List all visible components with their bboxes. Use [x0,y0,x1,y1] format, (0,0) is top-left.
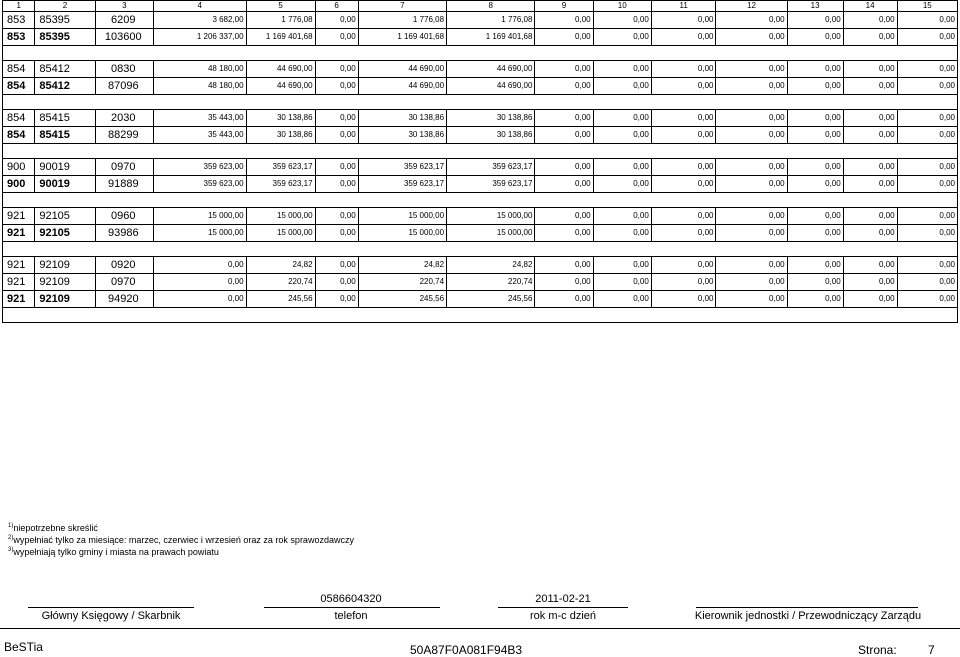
app-name: BeSTia [4,640,43,654]
footnotes [8,521,354,557]
table-cell: 0,00 [535,274,593,291]
table-cell: 359 623,17 [358,159,446,176]
table-cell: 0,00 [593,29,651,46]
table-cell: 0,00 [843,61,897,78]
table-cell: 92105 [35,208,95,225]
table-cell: 0,00 [897,127,957,144]
spacer-row [3,46,958,61]
table-cell: 220,74 [358,274,446,291]
column-number: 11 [651,1,716,12]
spacer-row [3,193,958,208]
table-cell: 24,82 [246,257,315,274]
column-number: 9 [535,1,593,12]
table-cell: 853 [3,29,35,46]
table-cell: 1 169 401,68 [246,29,315,46]
table-row [3,291,958,308]
table-cell: 854 [3,61,35,78]
table-cell: 0,00 [897,159,957,176]
table-cell: 0,00 [716,127,787,144]
table-cell: 0,00 [535,208,593,225]
table-cell: 0,00 [535,110,593,127]
column-number: 3 [95,1,153,12]
table-cell: 0,00 [716,176,787,193]
table-row [3,110,958,127]
table-cell: 44 690,00 [358,78,446,95]
table-cell: 0,00 [593,61,651,78]
table-cell: 0,00 [787,225,843,242]
table-cell: 0,00 [787,127,843,144]
table-cell: 90019 [35,176,95,193]
table-cell: 0,00 [651,110,716,127]
table-cell: 0830 [95,61,153,78]
table-cell: 30 138,86 [447,127,535,144]
table-cell: 921 [3,257,35,274]
table-cell: 0,00 [716,208,787,225]
table-cell: 0,00 [843,225,897,242]
table-cell: 85412 [35,78,95,95]
table-cell: 15 000,00 [153,225,246,242]
table-cell: 1 169 401,68 [358,29,446,46]
table-cell: 220,74 [246,274,315,291]
table-cell: 0,00 [535,159,593,176]
table-cell: 0,00 [716,159,787,176]
table-cell: 0,00 [315,159,358,176]
table-cell: 1 776,08 [358,12,446,29]
phone-value: 0586604320 [320,593,382,605]
table-cell: 87096 [95,78,153,95]
table-cell: 0,00 [897,12,957,29]
table-cell: 15 000,00 [153,208,246,225]
column-number: 8 [447,1,535,12]
table-cell: 44 690,00 [246,61,315,78]
table-cell: 0,00 [651,208,716,225]
table-cell: 0,00 [535,225,593,242]
table-cell: 30 138,86 [246,127,315,144]
table-cell: 359 623,00 [153,159,246,176]
table-cell: 0,00 [787,78,843,95]
table-cell: 0,00 [843,257,897,274]
spacer-cell [3,193,958,208]
table-cell: 24,82 [447,257,535,274]
table-cell: 90019 [35,159,95,176]
table-cell: 0,00 [787,274,843,291]
table-cell: 15 000,00 [246,225,315,242]
table-cell: 0,00 [593,208,651,225]
table-cell: 91889 [95,176,153,193]
table-cell: 0,00 [787,110,843,127]
table-cell: 0,00 [651,225,716,242]
table-cell: 0,00 [897,78,957,95]
table-cell: 0,00 [843,274,897,291]
table-cell: 0,00 [843,127,897,144]
table-cell: 15 000,00 [358,208,446,225]
table-cell: 0,00 [651,12,716,29]
spacer-row [3,308,958,323]
footnote-1: $^{1)}$niepotrzebne skreślić [8,523,98,533]
table-cell: 0,00 [535,257,593,274]
table-cell: 220,74 [447,274,535,291]
table-cell: 0,00 [716,257,787,274]
table-row [3,29,958,46]
table-cell: 0,00 [651,274,716,291]
table-cell: 48 180,00 [153,61,246,78]
table-cell: 0,00 [843,291,897,308]
table-cell: 0,00 [651,291,716,308]
table-cell: 0,00 [535,291,593,308]
table-cell: 2030 [95,110,153,127]
table-cell: 94920 [95,291,153,308]
table-cell: 15 000,00 [447,225,535,242]
table-cell: 0,00 [716,291,787,308]
table-cell: 0,00 [716,61,787,78]
column-number: 1 [3,1,35,12]
table-cell: 0,00 [535,127,593,144]
page-label: Strona: [858,643,897,657]
spacer-row [3,242,958,257]
table-cell: 0,00 [843,208,897,225]
table-cell: 44 690,00 [246,78,315,95]
table-cell: 0,00 [843,12,897,29]
table-cell: 0,00 [787,257,843,274]
table-cell: 0,00 [651,61,716,78]
phone-label: telefon [334,610,368,622]
table-cell: 0,00 [593,159,651,176]
table-cell: 921 [3,208,35,225]
table-cell: 0,00 [651,159,716,176]
table-cell: 92109 [35,291,95,308]
table-row [3,159,958,176]
table-row [3,176,958,193]
table-cell: 0,00 [153,274,246,291]
table-cell: 85415 [35,127,95,144]
table-cell: 30 138,86 [358,110,446,127]
head-label: Kierownik jednostki / Przewodniczący Zarządu [694,610,922,622]
table-cell: 0,00 [593,12,651,29]
spacer-row [3,95,958,110]
table-cell: 0,00 [787,176,843,193]
table-row [3,274,958,291]
table-cell: 0,00 [593,274,651,291]
table-cell: 0970 [95,274,153,291]
column-number-row [3,1,958,12]
report-table [2,0,958,323]
column-number: 5 [246,1,315,12]
spacer-row [3,144,958,159]
table-cell: 0,00 [593,127,651,144]
document-code: 50A87F0A081F94B3 [410,643,523,657]
table-cell: 0,00 [897,257,957,274]
phone-line [264,607,440,608]
table-cell: 0,00 [651,257,716,274]
table-cell: 93986 [95,225,153,242]
table-cell: 0,00 [651,78,716,95]
table-cell: 92109 [35,257,95,274]
table-cell: 6209 [95,12,153,29]
table-cell: 359 623,00 [153,176,246,193]
table-cell: 92109 [35,274,95,291]
table-cell: 0,00 [535,29,593,46]
table-row [3,208,958,225]
table-cell: 0,00 [897,110,957,127]
footer-divider [0,628,960,629]
table-cell: 0,00 [593,110,651,127]
table-cell: 0,00 [593,257,651,274]
table-cell: 0,00 [315,110,358,127]
column-number: 6 [315,1,358,12]
table-cell: 900 [3,159,35,176]
spacer-cell [3,95,958,110]
table-cell: 359 623,17 [358,176,446,193]
table-cell: 44 690,00 [358,61,446,78]
table-cell: 853 [3,12,35,29]
table-cell: 359 623,17 [246,176,315,193]
table-cell: 0920 [95,257,153,274]
table-cell: 0960 [95,208,153,225]
table-cell: 0,00 [315,127,358,144]
table-cell: 0,00 [315,208,358,225]
table-cell: 88299 [95,127,153,144]
table-cell: 44 690,00 [447,78,535,95]
table-cell: 3 682,00 [153,12,246,29]
table-cell: 1 776,08 [246,12,315,29]
table-row [3,257,958,274]
table-row [3,225,958,242]
table-cell: 921 [3,225,35,242]
table-cell: 0,00 [535,12,593,29]
column-number: 4 [153,1,246,12]
table-cell: 85395 [35,29,95,46]
footnote-2: $^{2)}$wypełniać tylko za miesiące: marzec, czerwiec i wrzesień oraz za rok sprawozdawczy [8,535,354,545]
table-cell: 15 000,00 [447,208,535,225]
column-number: 10 [593,1,651,12]
table-cell: 0,00 [535,61,593,78]
table-cell: 48 180,00 [153,78,246,95]
table-cell: 1 776,08 [447,12,535,29]
table-cell: 359 623,17 [246,159,315,176]
table-cell: 30 138,86 [447,110,535,127]
table-cell: 85415 [35,110,95,127]
table-cell: 0,00 [593,225,651,242]
table-cell: 0,00 [315,291,358,308]
spacer-cell [3,46,958,61]
footnote-3: $^{3)}$wypełniają tylko gminy i miasta na prawach powiatu [8,547,219,557]
table-cell: 0,00 [315,78,358,95]
date-line [498,607,628,608]
spacer-cell [3,242,958,257]
table-cell: 0,00 [843,110,897,127]
table-cell: 0,00 [897,208,957,225]
table-cell: 0,00 [843,78,897,95]
table-cell: 359 623,17 [447,159,535,176]
column-number: 2 [35,1,95,12]
table-cell: 0,00 [535,78,593,95]
table-cell: 0,00 [843,176,897,193]
table-cell: 0,00 [651,176,716,193]
table-cell: 24,82 [358,257,446,274]
table-cell: 15 000,00 [246,208,315,225]
table-cell: 0,00 [535,176,593,193]
table-cell: 0,00 [153,257,246,274]
table-cell: 0,00 [897,61,957,78]
column-number: 15 [897,1,957,12]
table-cell: 35 443,00 [153,127,246,144]
table-cell: 900 [3,176,35,193]
table-cell: 245,56 [447,291,535,308]
table-cell: 85395 [35,12,95,29]
table-cell: 0,00 [315,257,358,274]
table-cell: 85412 [35,61,95,78]
column-number: 7 [358,1,446,12]
table-cell: 0970 [95,159,153,176]
table-cell: 0,00 [315,12,358,29]
table-cell: 0,00 [897,274,957,291]
chief-accountant-line [28,607,194,608]
table-cell: 0,00 [843,29,897,46]
table-cell: 30 138,86 [358,127,446,144]
table-cell: 0,00 [593,176,651,193]
table-cell: 921 [3,291,35,308]
table-cell: 0,00 [787,291,843,308]
table-cell: 0,00 [897,291,957,308]
column-number: 13 [787,1,843,12]
table-cell: 0,00 [787,12,843,29]
table-cell: 0,00 [593,291,651,308]
table-cell: 0,00 [315,176,358,193]
table-cell: 0,00 [153,291,246,308]
table-cell: 0,00 [315,61,358,78]
chief-accountant-label: Główny Księgowy / Skarbnik [41,610,181,622]
column-number: 14 [843,1,897,12]
table-cell: 0,00 [897,176,957,193]
table-cell: 245,56 [246,291,315,308]
table-cell: 0,00 [651,29,716,46]
table-cell: 103600 [95,29,153,46]
table-cell: 0,00 [716,274,787,291]
table-cell: 0,00 [897,29,957,46]
table-cell: 245,56 [358,291,446,308]
table-cell: 44 690,00 [447,61,535,78]
table-cell: 0,00 [787,29,843,46]
table-cell: 1 206 337,00 [153,29,246,46]
table-cell: 1 169 401,68 [447,29,535,46]
spacer-cell [3,308,958,323]
table-cell: 0,00 [787,61,843,78]
table-cell: 854 [3,110,35,127]
table-cell: 30 138,86 [246,110,315,127]
table-cell: 0,00 [315,29,358,46]
spacer-cell [3,144,958,159]
table-cell: 854 [3,127,35,144]
page-number: 7 [928,643,935,657]
table-cell: 0,00 [716,110,787,127]
date-value: 2011-02-21 [535,593,591,605]
table-cell: 359 623,17 [447,176,535,193]
table-cell: 0,00 [716,12,787,29]
table-cell: 0,00 [897,225,957,242]
table-cell: 0,00 [787,208,843,225]
table-cell: 92105 [35,225,95,242]
table-cell: 0,00 [787,159,843,176]
table-cell: 854 [3,78,35,95]
table-row [3,61,958,78]
table-cell: 35 443,00 [153,110,246,127]
table-cell: 0,00 [843,159,897,176]
table-cell: 0,00 [651,127,716,144]
table-cell: 0,00 [716,225,787,242]
table-cell: 0,00 [716,29,787,46]
table-row [3,78,958,95]
table-cell: 0,00 [315,225,358,242]
table-cell: 0,00 [593,78,651,95]
column-number: 12 [716,1,787,12]
table-row [3,12,958,29]
date-label: rok m-c dzień [529,610,597,622]
table-row [3,127,958,144]
table-cell: 921 [3,274,35,291]
table-cell: 0,00 [315,274,358,291]
head-line [696,607,918,608]
table-cell: 15 000,00 [358,225,446,242]
table-cell: 0,00 [716,78,787,95]
